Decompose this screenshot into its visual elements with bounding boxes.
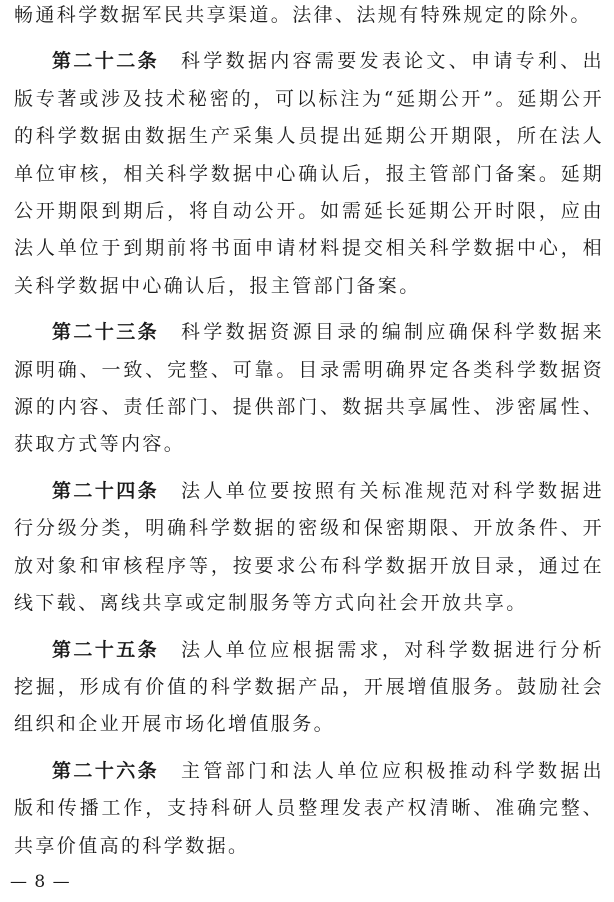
article-22-paragraph — [14, 43, 604, 305]
document-page — [14, 0, 604, 865]
page-number: — 8 — — [10, 872, 71, 892]
article-number: 第二十二条 — [52, 50, 160, 73]
paragraph-gap — [14, 464, 604, 473]
article-number: 第二十六条 — [52, 759, 160, 782]
paragraph-gap — [14, 744, 604, 753]
article-number: 第二十四条 — [52, 479, 160, 502]
article-23-paragraph — [14, 314, 604, 464]
article-number: 第二十三条 — [52, 321, 160, 344]
article-text: 科学数据内容需要发表论文、申请专利、出版专著或涉及技术秘密的，可以标注为“延期公开”。延期公开的科学数据由数据生产采集人员提出延期公开期限，所在法人单位审核，相关科学数据中心确认后，报主管部门备案。延期公开期限到期后，将自动公开。如需延长延期公开时限，应由法人单位于到期前将书面申请材料提交相关科学数据中心，相关科学数据中心确认后，报主管部门备案。 — [14, 50, 604, 297]
article-text: 科学数据资源目录的编制应确保科学数据来源明确、一致、完整、可靠。目录需明确界定各类科学数据资源的内容、责任部门、提供部门、数据共享属性、涉密属性、获取方式等内容。 — [14, 321, 604, 456]
article-26-paragraph — [14, 753, 604, 865]
article-text: 法人单位应根据需求，对科学数据进行分析挖掘，形成有价值的科学数据产品，开展增值服务。鼓励社会组织和企业开展市场化增值服务。 — [14, 638, 604, 736]
article-text: 主管部门和法人单位应积极推动科学数据出版和传播工作，支持科研人员整理发表产权清晰、准确完整、共享价值高的科学数据。 — [14, 759, 604, 857]
paragraph-gap — [14, 305, 604, 314]
paragraph-gap — [14, 623, 604, 632]
article-24-paragraph — [14, 473, 604, 623]
article-number: 第二十五条 — [52, 638, 160, 661]
article-text: 法人单位要按照有关标准规范对科学数据进行分级分类，明确科学数据的密级和保密期限、开放条件、开放对象和审核程序等，按要求公布科学数据开放目录，通过在线下载、离线共享或定制服务等方式向社会开放共享。 — [14, 479, 604, 615]
paragraph-gap — [14, 34, 604, 43]
continuation-paragraph: 畅通科学数据军民共享渠道。法律、法规有特殊规定的除外。 — [14, 4, 592, 26]
article-25-paragraph — [14, 632, 604, 744]
